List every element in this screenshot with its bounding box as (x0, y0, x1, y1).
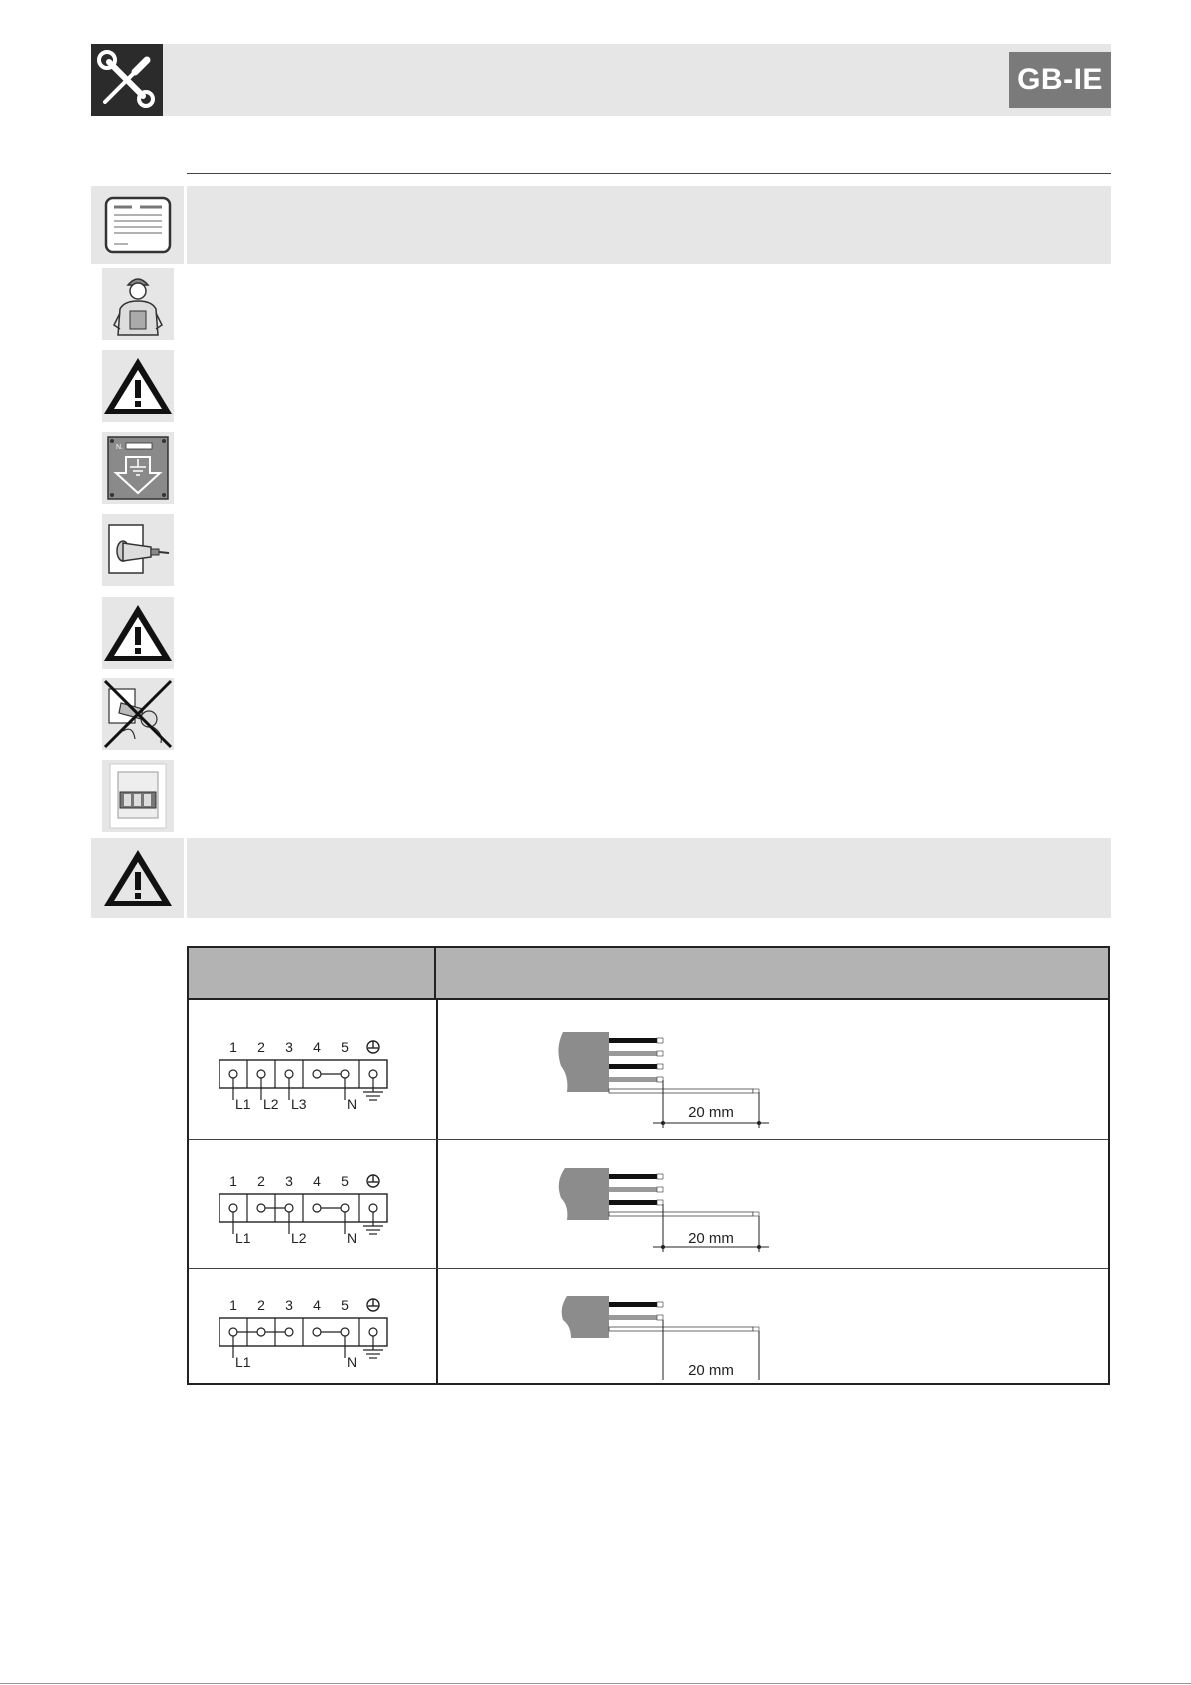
terminal-number: 2 (257, 1297, 265, 1313)
cable-strip-diagram (553, 1164, 913, 1264)
earth-symbol-icon (367, 1299, 379, 1311)
plug-socket-icon (102, 514, 174, 586)
terminal-number: 3 (285, 1297, 293, 1313)
table-header-cell (436, 948, 1108, 1000)
no-adapter-plug-icon (102, 678, 174, 750)
terminal-number: 1 (229, 1297, 237, 1313)
phase-label: L2 (291, 1230, 307, 1246)
tools-icon (91, 44, 163, 116)
data-plate-icon (91, 186, 184, 264)
phase-label: L1 (235, 1096, 251, 1112)
phase-label: L1 (235, 1230, 251, 1246)
info-band (187, 186, 1111, 264)
strip-length-label: 20 mm (688, 1230, 734, 1247)
table-row-divider (189, 1268, 1108, 1269)
terminal-block-diagram (219, 1038, 409, 1118)
terminal-number: 2 (257, 1039, 265, 1055)
warning-icon (102, 350, 174, 422)
neutral-label: N (347, 1354, 358, 1370)
wiring-table (187, 946, 1110, 1385)
table-row-divider (189, 1139, 1108, 1140)
terminal-number: 5 (341, 1173, 349, 1189)
neutral-label: N (347, 1230, 358, 1246)
warning-icon (91, 838, 184, 918)
table-header-cell (189, 948, 436, 1000)
terminal-number: 4 (313, 1297, 321, 1313)
section-rule (187, 173, 1111, 174)
terminal-number: 5 (341, 1039, 349, 1055)
terminal-block-diagram (219, 1296, 409, 1376)
earth-symbol-icon (367, 1041, 379, 1053)
neutral-label: N (347, 1096, 358, 1112)
earth-symbol-icon (367, 1175, 379, 1187)
table-column-divider (436, 1000, 438, 1383)
terminal-number: 5 (341, 1297, 349, 1313)
strip-length-label: 20 mm (688, 1362, 734, 1379)
circuit-breaker-icon (102, 760, 174, 832)
cable-strip-diagram (553, 1028, 913, 1138)
warning-icon (102, 597, 174, 669)
phase-label: L1 (235, 1354, 251, 1370)
terminal-number: 3 (285, 1039, 293, 1055)
earth-terminal-icon (102, 432, 174, 504)
cable-strip-diagram (553, 1290, 913, 1384)
terminal-number: 2 (257, 1173, 265, 1189)
footer-rule (0, 1683, 1191, 1684)
warning-band (187, 838, 1111, 918)
terminal-block-diagram (219, 1172, 409, 1252)
terminal-number: 1 (229, 1173, 237, 1189)
terminal-number: 1 (229, 1039, 237, 1055)
terminal-number: 4 (313, 1039, 321, 1055)
terminal-number: 3 (285, 1173, 293, 1189)
phase-label: L3 (291, 1096, 307, 1112)
strip-length-label: 20 mm (688, 1104, 734, 1121)
technician-icon (102, 268, 174, 340)
terminal-number: 4 (313, 1173, 321, 1189)
phase-label: L2 (263, 1096, 279, 1112)
language-badge: GB-IE (1009, 52, 1111, 108)
svg-text:N.: N. (116, 444, 123, 451)
header-bar (91, 44, 1111, 116)
